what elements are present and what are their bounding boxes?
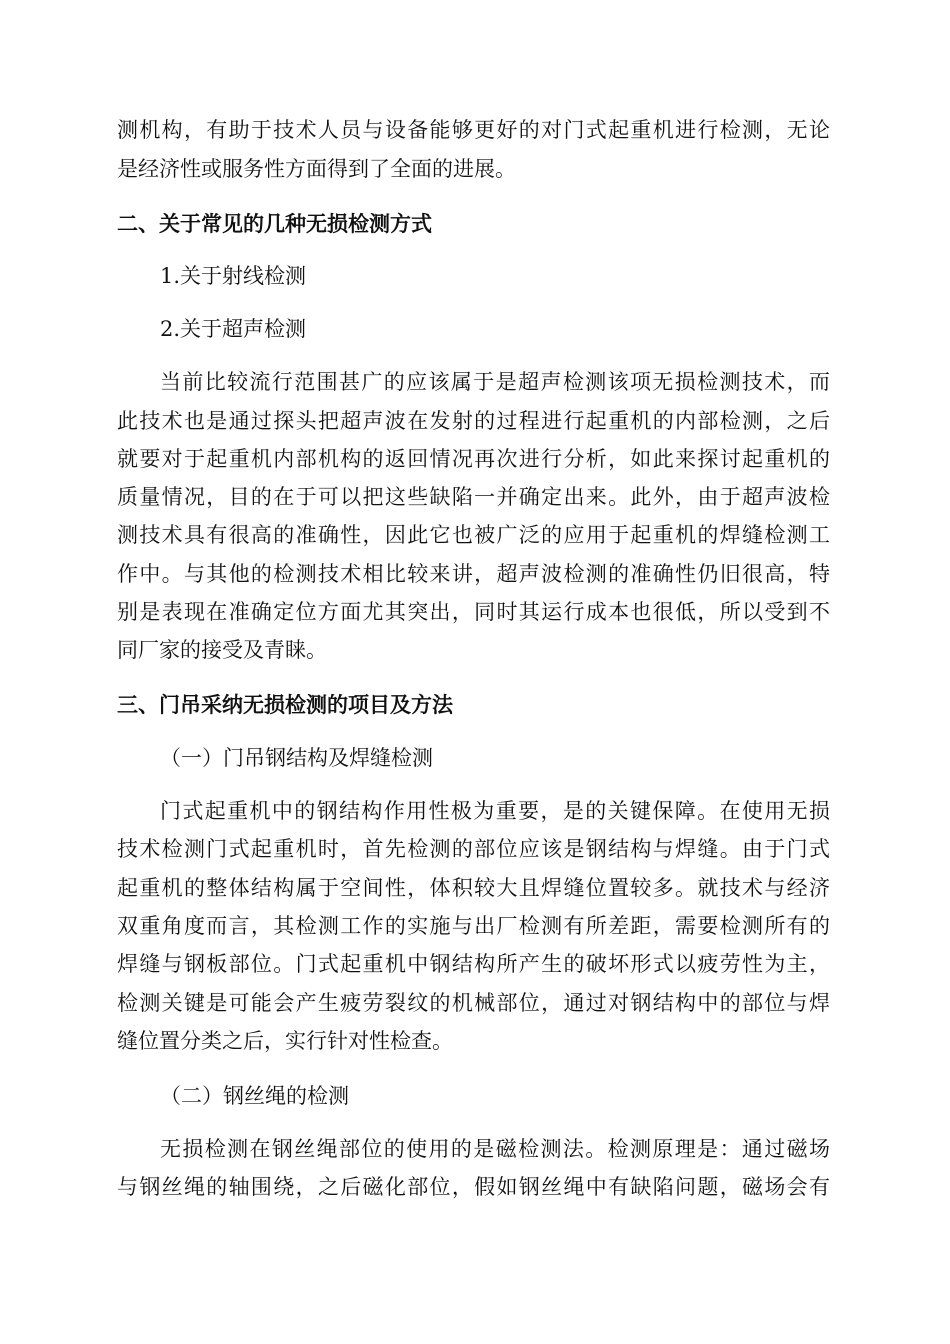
subsection2-paragraph-line-2: 与钢丝绳的轴围绕，之后磁化部位，假如钢丝绳中有缺陷问题，磁场会有 [117,1175,830,1199]
section2-paragraph-line-5: 测技术具有很高的准确性，因此它也被广泛的应用于起重机的焊缝检测工 [117,523,830,547]
intro-line-1: 测机构，有助于技术人员与设备能够更好的对门式起重机进行检测，无论 [117,118,830,142]
section3-subsection2-title: （二）钢丝绳的检测 [160,1084,349,1108]
subsection1-paragraph-line-3: 起重机的整体结构属于空间性，体积较大且焊缝位置较多。就技术与经济 [117,876,830,900]
subsection1-paragraph-line-4: 双重角度而言，其检测工作的实施与出厂检测有所差距，需要检测所有的 [117,914,830,938]
subsection1-paragraph-line-1: 门式起重机中的钢结构作用性极为重要，是的关键保障。在使用无损 [160,799,830,823]
section2-paragraph-line-1: 当前比较流行范围甚广的应该属于是超声检测该项无损检测技术，而 [160,370,830,394]
subsection1-paragraph-line-6: 检测关键是可能会产生疲劳裂纹的机械部位，通过对钢结构中的部位与焊 [117,991,830,1015]
subsection1-paragraph-line-2: 技术检测门式起重机时，首先检测的部位应该是钢结构与焊缝。由于门式 [117,837,830,861]
subsection1-paragraph-line-7: 缝位置分类之后，实行针对性检查。 [117,1029,453,1053]
section2-paragraph-line-7: 别是表现在准确定位方面尤其突出，同时其运行成本也很低，所以受到不 [117,600,830,624]
subsection1-paragraph-line-5: 焊缝与钢板部位。门式起重机中钢结构所产生的破坏形式以疲劳性为主， [117,952,830,976]
section2-paragraph-line-2: 此技术也是通过探头把超声波在发射的过程进行起重机的内部检测，之后 [117,409,830,433]
section2-paragraph-line-6: 作中。与其他的检测技术相比较来讲，超声波检测的准确性仍旧很高，特 [117,562,830,586]
section2-paragraph-line-3: 就要对于起重机内部机构的返回情况再次进行分析，如此来探讨起重机的 [117,447,830,471]
section2-paragraph-line-8: 同厂家的接受及青睐。 [117,638,327,662]
section2-item-ray-inspection: 1.关于射线检测 [160,264,307,288]
section2-paragraph-line-4: 质量情况，目的在于可以把这些缺陷一并确定出来。此外，由于超声波检 [117,485,830,509]
section3-heading: 三、门吊采纳无损检测的项目及方法 [117,693,453,717]
section3-subsection1-title: （一）门吊钢结构及焊缝检测 [160,746,433,770]
section2-item-ultrasonic-inspection: 2.关于超声检测 [160,317,307,341]
section2-heading: 二、关于常见的几种无损检测方式 [117,212,432,236]
subsection2-paragraph-line-1: 无损检测在钢丝绳部位的使用的是磁检测法。检测原理是：通过磁场 [160,1137,830,1161]
intro-line-2: 是经济性或服务性方面得到了全面的进展。 [117,157,516,181]
